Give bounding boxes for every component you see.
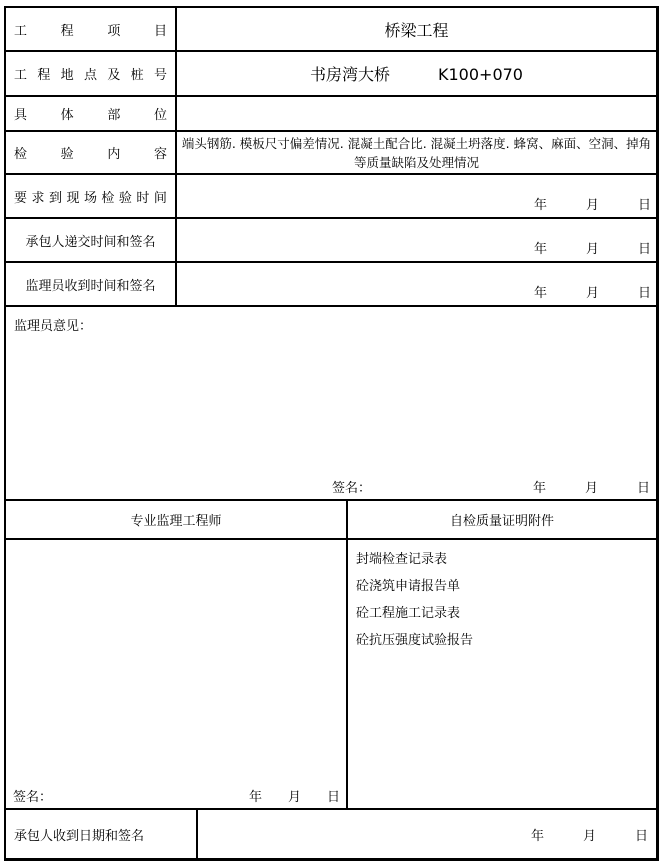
engineer-sign-line: [6, 786, 346, 805]
specific-part-row: [6, 97, 656, 132]
required-time-row: [6, 175, 656, 219]
inspection-content-label: 检 验 内 容: [14, 147, 167, 162]
attachment-item: 砼浇筑申请报告单: [356, 579, 461, 594]
required-time-label: 要 求 到 现 场 检 验 时 间: [14, 190, 167, 206]
supervisor-receive-date: 年 月 日: [533, 286, 651, 301]
location-label-cell: [6, 52, 177, 95]
attachments-list: [348, 540, 656, 808]
opinion-sign-date: 年 月 日: [532, 481, 650, 496]
self-check-attachments-header: 自检质量证明附件: [449, 514, 554, 529]
project-label-cell: [6, 8, 177, 50]
supervising-engineer-cell: [6, 540, 348, 808]
contractor-submit-label-cell: [6, 219, 177, 261]
contractor-receive-label: 承包人收到日期和签名: [6, 810, 198, 858]
inspection-request-form: [4, 6, 659, 861]
specific-part-value: [177, 97, 656, 130]
contractor-submit-row: [6, 219, 656, 263]
project-value: 桥梁工程: [384, 20, 449, 40]
supervisor-receive-label: 监理员收到时间和签名: [25, 278, 156, 294]
location-row: [6, 52, 656, 97]
location-value: 书房湾大桥 K100+070: [310, 65, 523, 84]
contractor-receive-date: 年 月 日: [530, 828, 648, 844]
project-label: 工 程 项 目: [14, 23, 167, 39]
contractor-submit-date: 年 月 日: [533, 242, 651, 257]
contractor-receive-row: [6, 810, 656, 858]
engineer-sign-label: 签名：: [13, 790, 53, 805]
supervisor-opinion-sign-line: [6, 477, 656, 496]
attachment-item: 砼工程施工记录表: [356, 606, 461, 621]
inspection-content-line1: 端头钢筋. 模板尺寸偏差情况. 混凝土配合比. 混凝土坍落度. 蜂窝、麻面、空洞、掉角: [181, 136, 652, 151]
section2-content-row: [6, 540, 656, 810]
supervisor-opinion-title: 监理员意见：: [14, 319, 93, 334]
inspection-content-line2: 等质量缺陷及处理情况: [353, 155, 479, 170]
specific-part-label-cell: [6, 97, 177, 130]
attachment-item: 砼抗压强度试验报告: [356, 633, 474, 648]
inspection-content-label-cell: [6, 132, 177, 173]
required-time-label-cell: [6, 175, 177, 217]
opinion-sign-label: 签名：: [332, 481, 372, 496]
inspection-content-row: [6, 132, 656, 175]
supervisor-receive-label-cell: [6, 263, 177, 305]
supervising-engineer-header: 专业监理工程师: [6, 501, 348, 538]
section2-header-row: [6, 501, 656, 540]
engineer-sign-date: 年 月 日: [248, 790, 340, 805]
project-row: [6, 8, 656, 52]
supervisor-receive-row: [6, 263, 656, 307]
location-label: 工 程 地 点 及 桩 号: [14, 68, 167, 83]
inspection-content-value: [177, 132, 656, 173]
specific-part-label: 具 体 部 位: [14, 108, 167, 123]
contractor-submit-label: 承包人递交时间和签名: [25, 234, 156, 250]
required-time-date: 年 月 日: [533, 198, 651, 213]
supervisor-opinion-section: [6, 307, 656, 501]
attachment-item: 封端检查记录表: [356, 552, 448, 567]
